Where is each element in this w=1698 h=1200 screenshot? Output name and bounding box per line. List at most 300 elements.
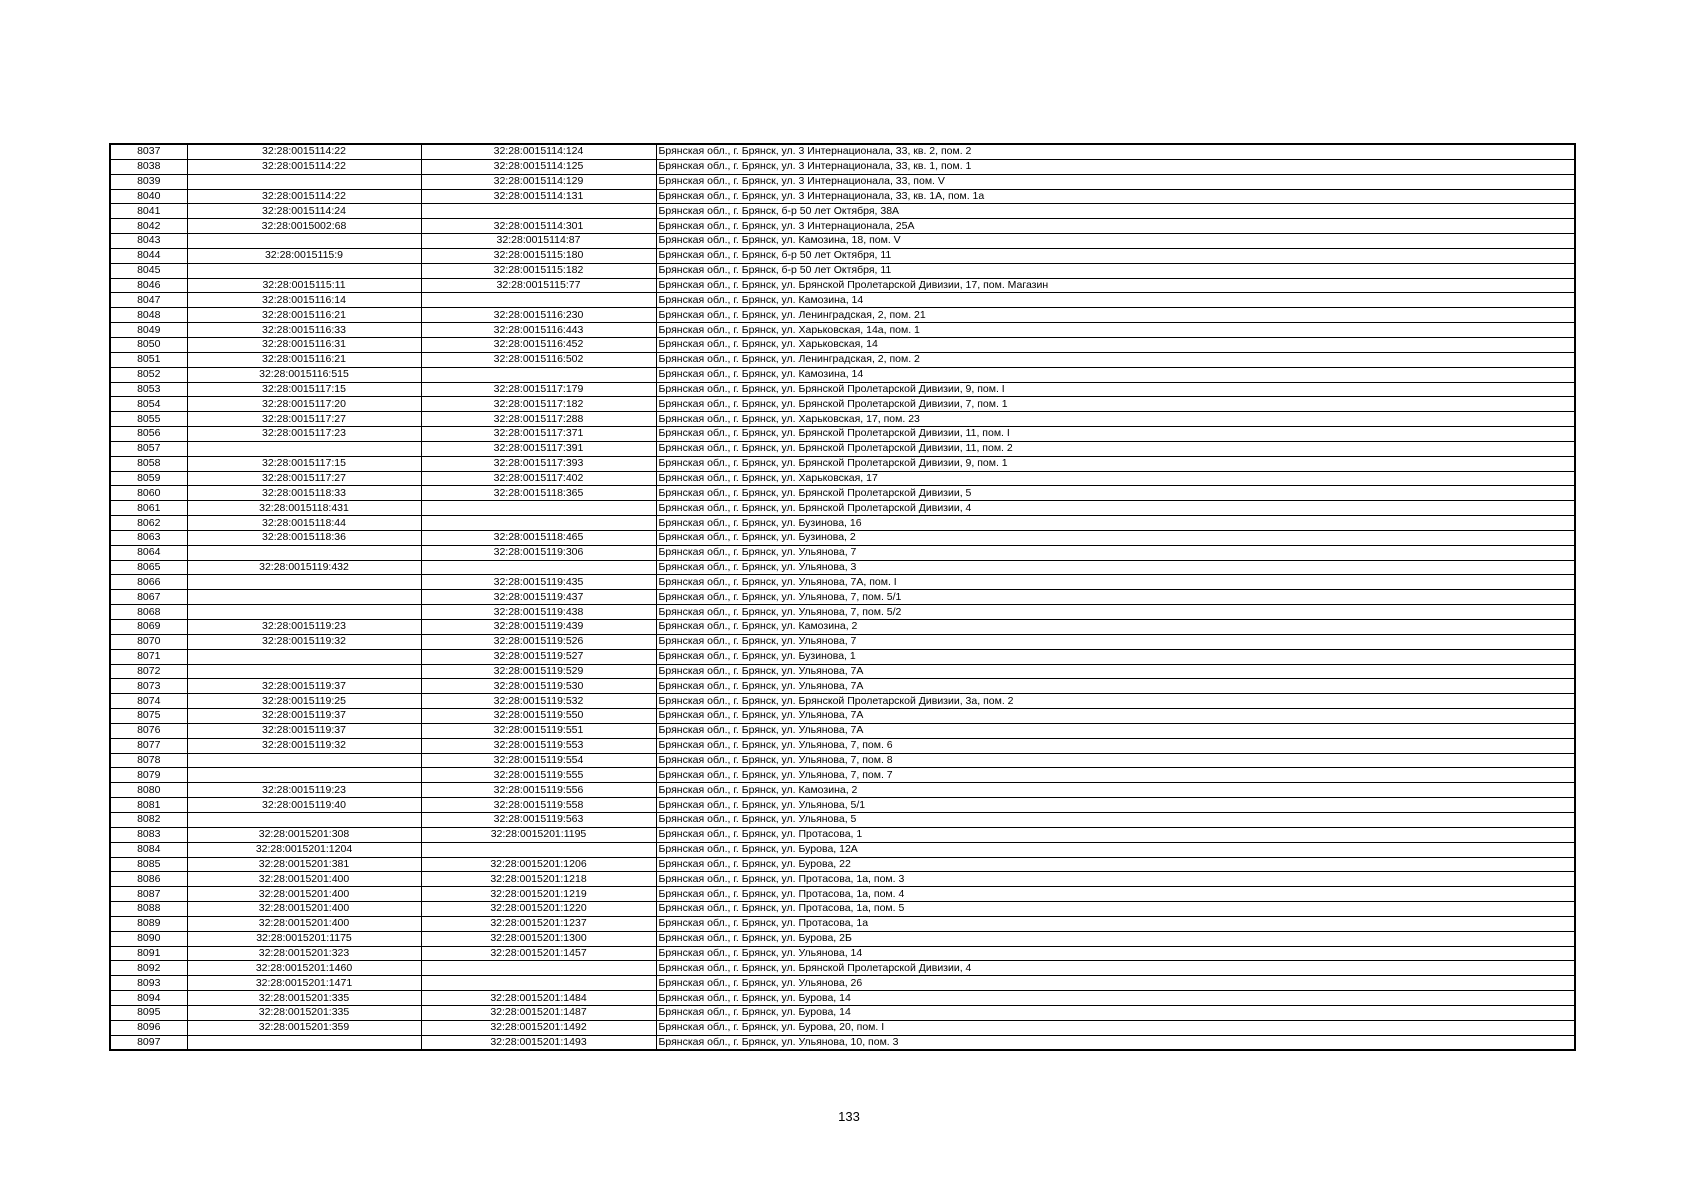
address-cell: Брянская обл., г. Брянск, ул. Брянской Пролетарской Дивизии, 4 [656,501,1575,516]
object-cadastral-number-cell: 32:28:0015117:179 [421,382,656,397]
row-number-cell: 8037 [110,144,187,159]
table-row [110,159,1575,174]
object-cadastral-number-cell: 32:28:0015115:180 [421,248,656,263]
address-cell: Брянская обл., г. Брянск, ул. 3 Интернационала, 33, пом. V [656,174,1575,189]
row-number-cell: 8065 [110,560,187,575]
row-number-cell: 8057 [110,441,187,456]
object-cadastral-number-cell [421,961,656,976]
row-number-cell: 8040 [110,189,187,204]
address-cell: Брянская обл., г. Брянск, ул. Ульянова, 7, пом. 6 [656,738,1575,753]
row-number-cell: 8049 [110,323,187,338]
table-row [110,679,1575,694]
row-number-cell: 8084 [110,842,187,857]
address-cell: Брянская обл., г. Брянск, ул. Брянской Пролетарской Дивизии, 17, пом. Магазин [656,278,1575,293]
object-cadastral-number-cell [421,204,656,219]
address-cell: Брянская обл., г. Брянск, ул. Протасова, 1а [656,916,1575,931]
land-cadastral-number-cell: 32:28:0015115:11 [187,278,421,293]
land-cadastral-number-cell: 32:28:0015118:33 [187,486,421,501]
address-cell: Брянская обл., г. Брянск, ул. Камозина, 2 [656,783,1575,798]
object-cadastral-number-cell: 32:28:0015201:1195 [421,827,656,842]
land-cadastral-number-cell [187,575,421,590]
table-row [110,308,1575,323]
table-row [110,471,1575,486]
row-number-cell: 8043 [110,234,187,249]
address-cell: Брянская обл., г. Брянск, ул. Брянской Пролетарской Дивизии, 9, пом. I [656,382,1575,397]
row-number-cell: 8097 [110,1035,187,1050]
table-row [110,1020,1575,1035]
table-row [110,352,1575,367]
row-number-cell: 8079 [110,768,187,783]
land-cadastral-number-cell: 32:28:0015201:400 [187,916,421,931]
address-cell: Брянская обл., г. Брянск, ул. Ульянова, 7 [656,545,1575,560]
address-cell: Брянская обл., г. Брянск, ул. 3 Интернационала, 33, кв. 1А, пом. 1а [656,189,1575,204]
address-cell: Брянская обл., г. Брянск, ул. Харьковская, 17, пом. 23 [656,412,1575,427]
table-row [110,263,1575,278]
row-number-cell: 8050 [110,337,187,352]
object-cadastral-number-cell: 32:28:0015119:439 [421,620,656,635]
row-number-cell: 8054 [110,397,187,412]
land-cadastral-number-cell: 32:28:0015116:14 [187,293,421,308]
registry-table [109,143,1576,1051]
object-cadastral-number-cell: 32:28:0015201:1484 [421,991,656,1006]
land-cadastral-number-cell [187,1035,421,1050]
table-row [110,857,1575,872]
row-number-cell: 8095 [110,1005,187,1020]
object-cadastral-number-cell [421,501,656,516]
object-cadastral-number-cell: 32:28:0015201:1218 [421,872,656,887]
land-cadastral-number-cell [187,649,421,664]
address-cell: Брянская обл., г. Брянск, ул. Бурова, 14 [656,991,1575,1006]
row-number-cell: 8053 [110,382,187,397]
address-cell: Брянская обл., г. Брянск, ул. Брянской Пролетарской Дивизии, 9, пом. 1 [656,456,1575,471]
land-cadastral-number-cell: 32:28:0015119:432 [187,560,421,575]
address-cell: Брянская обл., г. Брянск, ул. Брянской Пролетарской Дивизии, 5 [656,486,1575,501]
table-row [110,976,1575,991]
address-cell: Брянская обл., г. Брянск, ул. Бурова, 22 [656,857,1575,872]
address-cell: Брянская обл., г. Брянск, ул. 3 Интернационала, 25А [656,219,1575,234]
row-number-cell: 8082 [110,812,187,827]
address-cell: Брянская обл., г. Брянск, ул. 3 Интернационала, 33, кв. 1, пом. 1 [656,159,1575,174]
object-cadastral-number-cell: 32:28:0015119:527 [421,649,656,664]
land-cadastral-number-cell [187,545,421,560]
row-number-cell: 8075 [110,709,187,724]
object-cadastral-number-cell: 32:28:0015119:563 [421,812,656,827]
address-cell: Брянская обл., г. Брянск, ул. Харьковская, 17 [656,471,1575,486]
row-number-cell: 8056 [110,427,187,442]
object-cadastral-number-cell: 32:28:0015119:526 [421,634,656,649]
object-cadastral-number-cell: 32:28:0015119:529 [421,664,656,679]
address-cell: Брянская обл., г. Брянск, ул. Ульянова, 7, пом. 8 [656,753,1575,768]
object-cadastral-number-cell: 32:28:0015119:530 [421,679,656,694]
registry-table-container [109,143,1574,1051]
row-number-cell: 8093 [110,976,187,991]
row-number-cell: 8058 [110,456,187,471]
table-row [110,323,1575,338]
object-cadastral-number-cell: 32:28:0015114:131 [421,189,656,204]
object-cadastral-number-cell: 32:28:0015119:556 [421,783,656,798]
address-cell: Брянская обл., г. Брянск, ул. Ульянова, 5 [656,812,1575,827]
address-cell: Брянская обл., г. Брянск, ул. Бурова, 2Б [656,931,1575,946]
object-cadastral-number-cell: 32:28:0015118:465 [421,530,656,545]
land-cadastral-number-cell [187,174,421,189]
table-row [110,337,1575,352]
page-number: 133 [838,1109,860,1124]
row-number-cell: 8081 [110,798,187,813]
object-cadastral-number-cell: 32:28:0015119:558 [421,798,656,813]
land-cadastral-number-cell: 32:28:0015201:308 [187,827,421,842]
land-cadastral-number-cell [187,605,421,620]
object-cadastral-number-cell: 32:28:0015201:1220 [421,902,656,917]
object-cadastral-number-cell: 32:28:0015114:124 [421,144,656,159]
land-cadastral-number-cell: 32:28:0015116:31 [187,337,421,352]
land-cadastral-number-cell [187,263,421,278]
land-cadastral-number-cell: 32:28:0015114:22 [187,144,421,159]
table-row [110,634,1575,649]
address-cell: Брянская обл., г. Брянск, ул. Камозина, 14 [656,293,1575,308]
table-row [110,590,1575,605]
table-row [110,516,1575,531]
table-row [110,812,1575,827]
object-cadastral-number-cell: 32:28:0015201:1300 [421,931,656,946]
table-row [110,219,1575,234]
object-cadastral-number-cell: 32:28:0015114:125 [421,159,656,174]
land-cadastral-number-cell: 32:28:0015116:21 [187,352,421,367]
address-cell: Брянская обл., г. Брянск, ул. Бузинова, 2 [656,530,1575,545]
address-cell: Брянская обл., г. Брянск, ул. Брянской Пролетарской Дивизии, 11, пом. 2 [656,441,1575,456]
address-cell: Брянская обл., г. Брянск, ул. Бузинова, 16 [656,516,1575,531]
address-cell: Брянская обл., г. Брянск, ул. Ленинградская, 2, пом. 2 [656,352,1575,367]
table-row [110,530,1575,545]
address-cell: Брянская обл., г. Брянск, ул. Камозина, 18, пом. V [656,234,1575,249]
row-number-cell: 8096 [110,1020,187,1035]
row-number-cell: 8072 [110,664,187,679]
land-cadastral-number-cell: 32:28:0015114:22 [187,189,421,204]
land-cadastral-number-cell: 32:28:0015119:23 [187,783,421,798]
table-row [110,1005,1575,1020]
address-cell: Брянская обл., г. Брянск, ул. Ульянова, 7А [656,709,1575,724]
object-cadastral-number-cell: 32:28:0015117:371 [421,427,656,442]
land-cadastral-number-cell: 32:28:0015115:9 [187,248,421,263]
address-cell: Брянская обл., г. Брянск, ул. Брянской Пролетарской Дивизии, 4 [656,961,1575,976]
table-row [110,753,1575,768]
object-cadastral-number-cell: 32:28:0015117:182 [421,397,656,412]
land-cadastral-number-cell: 32:28:0015118:431 [187,501,421,516]
row-number-cell: 8047 [110,293,187,308]
object-cadastral-number-cell: 32:28:0015119:554 [421,753,656,768]
row-number-cell: 8074 [110,694,187,709]
table-row [110,174,1575,189]
object-cadastral-number-cell: 32:28:0015114:129 [421,174,656,189]
object-cadastral-number-cell: 32:28:0015115:77 [421,278,656,293]
object-cadastral-number-cell: 32:28:0015119:438 [421,605,656,620]
land-cadastral-number-cell [187,590,421,605]
land-cadastral-number-cell: 32:28:0015114:24 [187,204,421,219]
table-row [110,783,1575,798]
address-cell: Брянская обл., г. Брянск, б-р 50 лет Октября, 11 [656,248,1575,263]
row-number-cell: 8071 [110,649,187,664]
table-row [110,827,1575,842]
address-cell: Брянская обл., г. Брянск, ул. Ульянова, 7А, пом. I [656,575,1575,590]
object-cadastral-number-cell: 32:28:0015115:182 [421,263,656,278]
row-number-cell: 8067 [110,590,187,605]
table-row [110,367,1575,382]
object-cadastral-number-cell: 32:28:0015119:553 [421,738,656,753]
land-cadastral-number-cell: 32:28:0015119:37 [187,723,421,738]
table-row [110,575,1575,590]
land-cadastral-number-cell: 32:28:0015201:335 [187,991,421,1006]
row-number-cell: 8052 [110,367,187,382]
land-cadastral-number-cell: 32:28:0015201:400 [187,872,421,887]
address-cell: Брянская обл., г. Брянск, ул. Харьковская, 14 [656,337,1575,352]
row-number-cell: 8094 [110,991,187,1006]
table-row [110,798,1575,813]
address-cell: Брянская обл., г. Брянск, ул. Брянской Пролетарской Дивизии, 11, пом. I [656,427,1575,442]
row-number-cell: 8046 [110,278,187,293]
address-cell: Брянская обл., г. Брянск, ул. Ульянова, 7 [656,634,1575,649]
object-cadastral-number-cell: 32:28:0015117:288 [421,412,656,427]
object-cadastral-number-cell [421,976,656,991]
row-number-cell: 8080 [110,783,187,798]
row-number-cell: 8039 [110,174,187,189]
land-cadastral-number-cell: 32:28:0015201:400 [187,902,421,917]
object-cadastral-number-cell: 32:28:0015119:550 [421,709,656,724]
land-cadastral-number-cell: 32:28:0015119:32 [187,634,421,649]
land-cadastral-number-cell: 32:28:0015114:22 [187,159,421,174]
object-cadastral-number-cell: 32:28:0015114:301 [421,219,656,234]
address-cell: Брянская обл., г. Брянск, ул. 3 Интернационала, 33, кв. 2, пом. 2 [656,144,1575,159]
object-cadastral-number-cell: 32:28:0015118:365 [421,486,656,501]
row-number-cell: 8089 [110,916,187,931]
object-cadastral-number-cell: 32:28:0015116:443 [421,323,656,338]
object-cadastral-number-cell: 32:28:0015117:402 [421,471,656,486]
address-cell: Брянская обл., г. Брянск, ул. Протасова, 1а, пом. 3 [656,872,1575,887]
address-cell: Брянская обл., г. Брянск, ул. Ульянова, 7А [656,723,1575,738]
table-row [110,144,1575,159]
land-cadastral-number-cell: 32:28:0015201:335 [187,1005,421,1020]
object-cadastral-number-cell: 32:28:0015119:551 [421,723,656,738]
object-cadastral-number-cell [421,516,656,531]
row-number-cell: 8061 [110,501,187,516]
land-cadastral-number-cell: 32:28:0015119:23 [187,620,421,635]
row-number-cell: 8038 [110,159,187,174]
object-cadastral-number-cell: 32:28:0015119:435 [421,575,656,590]
address-cell: Брянская обл., г. Брянск, ул. Ульянова, 7А [656,679,1575,694]
land-cadastral-number-cell: 32:28:0015119:32 [187,738,421,753]
land-cadastral-number-cell: 32:28:0015119:40 [187,798,421,813]
table-row [110,427,1575,442]
address-cell: Брянская обл., г. Брянск, ул. Ульянова, 7, пом. 7 [656,768,1575,783]
object-cadastral-number-cell [421,293,656,308]
land-cadastral-number-cell: 32:28:0015201:381 [187,857,421,872]
object-cadastral-number-cell [421,367,656,382]
object-cadastral-number-cell: 32:28:0015201:1492 [421,1020,656,1035]
table-row [110,545,1575,560]
address-cell: Брянская обл., г. Брянск, ул. Ульянова, 7, пом. 5/2 [656,605,1575,620]
table-row [110,738,1575,753]
table-row [110,293,1575,308]
object-cadastral-number-cell: 32:28:0015119:532 [421,694,656,709]
object-cadastral-number-cell: 32:28:0015201:1493 [421,1035,656,1050]
address-cell: Брянская обл., г. Брянск, ул. Ульянова, 7, пом. 5/1 [656,590,1575,605]
address-cell: Брянская обл., г. Брянск, ул. Ленинградская, 2, пом. 21 [656,308,1575,323]
row-number-cell: 8070 [110,634,187,649]
row-number-cell: 8086 [110,872,187,887]
address-cell: Брянская обл., г. Брянск, ул. Бурова, 14 [656,1005,1575,1020]
land-cadastral-number-cell: 32:28:0015201:1460 [187,961,421,976]
land-cadastral-number-cell: 32:28:0015119:37 [187,679,421,694]
object-cadastral-number-cell: 32:28:0015119:306 [421,545,656,560]
object-cadastral-number-cell: 32:28:0015201:1487 [421,1005,656,1020]
land-cadastral-number-cell: 32:28:0015201:1204 [187,842,421,857]
row-number-cell: 8073 [110,679,187,694]
row-number-cell: 8044 [110,248,187,263]
table-row [110,278,1575,293]
land-cadastral-number-cell: 32:28:0015117:27 [187,471,421,486]
row-number-cell: 8045 [110,263,187,278]
row-number-cell: 8069 [110,620,187,635]
land-cadastral-number-cell: 32:28:0015201:1471 [187,976,421,991]
object-cadastral-number-cell: 32:28:0015201:1219 [421,887,656,902]
row-number-cell: 8048 [110,308,187,323]
table-row [110,931,1575,946]
land-cadastral-number-cell [187,768,421,783]
land-cadastral-number-cell: 32:28:0015118:36 [187,530,421,545]
table-row [110,1035,1575,1050]
registry-table-body [110,144,1575,1050]
address-cell: Брянская обл., г. Брянск, ул. Камозина, 2 [656,620,1575,635]
object-cadastral-number-cell: 32:28:0015119:437 [421,590,656,605]
land-cadastral-number-cell [187,664,421,679]
table-row [110,486,1575,501]
object-cadastral-number-cell [421,560,656,575]
row-number-cell: 8064 [110,545,187,560]
table-row [110,723,1575,738]
table-row [110,441,1575,456]
address-cell: Брянская обл., г. Брянск, ул. Бурова, 20, пом. I [656,1020,1575,1035]
address-cell: Брянская обл., г. Брянск, ул. Протасова, 1а, пом. 4 [656,887,1575,902]
table-row [110,961,1575,976]
land-cadastral-number-cell: 32:28:0015002:68 [187,219,421,234]
row-number-cell: 8059 [110,471,187,486]
land-cadastral-number-cell: 32:28:0015117:23 [187,427,421,442]
table-row [110,412,1575,427]
row-number-cell: 8063 [110,530,187,545]
land-cadastral-number-cell: 32:28:0015201:323 [187,946,421,961]
table-row [110,664,1575,679]
object-cadastral-number-cell: 32:28:0015114:87 [421,234,656,249]
table-row [110,709,1575,724]
object-cadastral-number-cell: 32:28:0015201:1206 [421,857,656,872]
address-cell: Брянская обл., г. Брянск, ул. Харьковская, 14а, пом. 1 [656,323,1575,338]
row-number-cell: 8060 [110,486,187,501]
address-cell: Брянская обл., г. Брянск, б-р 50 лет Октября, 11 [656,263,1575,278]
table-row [110,916,1575,931]
object-cadastral-number-cell [421,842,656,857]
object-cadastral-number-cell: 32:28:0015116:452 [421,337,656,352]
land-cadastral-number-cell [187,441,421,456]
row-number-cell: 8090 [110,931,187,946]
row-number-cell: 8076 [110,723,187,738]
address-cell: Брянская обл., г. Брянск, ул. Камозина, 14 [656,367,1575,382]
land-cadastral-number-cell: 32:28:0015117:15 [187,382,421,397]
land-cadastral-number-cell: 32:28:0015201:1175 [187,931,421,946]
land-cadastral-number-cell [187,753,421,768]
land-cadastral-number-cell: 32:28:0015116:33 [187,323,421,338]
object-cadastral-number-cell: 32:28:0015117:393 [421,456,656,471]
row-number-cell: 8085 [110,857,187,872]
row-number-cell: 8051 [110,352,187,367]
table-row [110,946,1575,961]
land-cadastral-number-cell: 32:28:0015119:25 [187,694,421,709]
address-cell: Брянская обл., г. Брянск, ул. Ульянова, 5/1 [656,798,1575,813]
address-cell: Брянская обл., г. Брянск, б-р 50 лет Октября, 38А [656,204,1575,219]
address-cell: Брянская обл., г. Брянск, ул. Протасова, 1 [656,827,1575,842]
address-cell: Брянская обл., г. Брянск, ул. Ульянова, 7А [656,664,1575,679]
row-number-cell: 8041 [110,204,187,219]
object-cadastral-number-cell: 32:28:0015116:230 [421,308,656,323]
table-row [110,887,1575,902]
row-number-cell: 8092 [110,961,187,976]
address-cell: Брянская обл., г. Брянск, ул. Бузинова, 1 [656,649,1575,664]
address-cell: Брянская обл., г. Брянск, ул. Бурова, 12А [656,842,1575,857]
land-cadastral-number-cell: 32:28:0015116:21 [187,308,421,323]
table-row [110,991,1575,1006]
land-cadastral-number-cell: 32:28:0015119:37 [187,709,421,724]
address-cell: Брянская обл., г. Брянск, ул. Брянской Пролетарской Дивизии, 7, пом. 1 [656,397,1575,412]
address-cell: Брянская обл., г. Брянск, ул. Ульянова, 10, пом. 3 [656,1035,1575,1050]
land-cadastral-number-cell: 32:28:0015117:20 [187,397,421,412]
table-row [110,872,1575,887]
row-number-cell: 8087 [110,887,187,902]
table-row [110,649,1575,664]
row-number-cell: 8077 [110,738,187,753]
row-number-cell: 8091 [110,946,187,961]
land-cadastral-number-cell: 32:28:0015117:27 [187,412,421,427]
object-cadastral-number-cell: 32:28:0015117:391 [421,441,656,456]
table-row [110,842,1575,857]
table-row [110,248,1575,263]
row-number-cell: 8066 [110,575,187,590]
row-number-cell: 8088 [110,902,187,917]
address-cell: Брянская обл., г. Брянск, ул. Брянской Пролетарской Дивизии, 3а, пом. 2 [656,694,1575,709]
table-row [110,768,1575,783]
land-cadastral-number-cell: 32:28:0015117:15 [187,456,421,471]
table-row [110,694,1575,709]
table-row [110,902,1575,917]
land-cadastral-number-cell: 32:28:0015118:44 [187,516,421,531]
row-number-cell: 8068 [110,605,187,620]
address-cell: Брянская обл., г. Брянск, ул. Протасова, 1а, пом. 5 [656,902,1575,917]
land-cadastral-number-cell [187,812,421,827]
row-number-cell: 8062 [110,516,187,531]
row-number-cell: 8055 [110,412,187,427]
table-row [110,456,1575,471]
table-row [110,189,1575,204]
land-cadastral-number-cell: 32:28:0015201:400 [187,887,421,902]
table-row [110,234,1575,249]
table-row [110,605,1575,620]
address-cell: Брянская обл., г. Брянск, ул. Ульянова, 26 [656,976,1575,991]
table-row [110,620,1575,635]
row-number-cell: 8042 [110,219,187,234]
object-cadastral-number-cell: 32:28:0015119:555 [421,768,656,783]
object-cadastral-number-cell: 32:28:0015116:502 [421,352,656,367]
table-row [110,397,1575,412]
address-cell: Брянская обл., г. Брянск, ул. Ульянова, 14 [656,946,1575,961]
table-row [110,204,1575,219]
table-row [110,382,1575,397]
table-row [110,560,1575,575]
